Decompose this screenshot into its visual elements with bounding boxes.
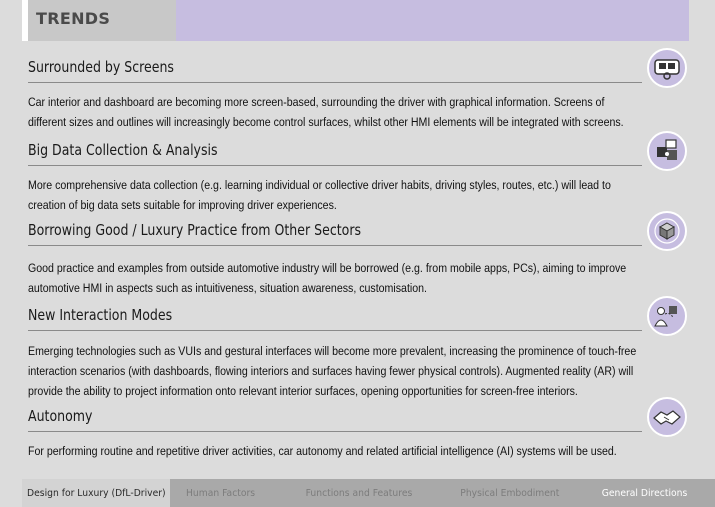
handshake-icon (647, 397, 687, 437)
footer-tab-physical-embodiment[interactable]: Physical Embodiment (460, 487, 560, 499)
section-text: Car interior and dashboard are becoming more screen-based, surrounding the driver with graphical information. Screens of different sizes and outlines will increasingly become control surfaces, whilst other HMI elements will be integrated with screens. (28, 95, 624, 129)
section-title: Borrowing Good / Luxury Practice from Other Sectors (28, 221, 362, 239)
section-title: Surrounded by Screens (28, 58, 174, 76)
trend-section-big-data (28, 141, 688, 212)
page-title: TRENDS (36, 9, 111, 28)
footer-tab-functions-features[interactable]: Functions and Features (305, 487, 413, 499)
trend-section-autonomy (28, 407, 688, 458)
section-divider (28, 330, 642, 331)
section-divider (28, 165, 642, 166)
section-divider (28, 431, 642, 432)
footer-nav (22, 479, 715, 507)
section-divider (28, 82, 642, 83)
puzzle-data-icon (647, 131, 687, 171)
section-title: New Interaction Modes (28, 306, 173, 324)
person-interaction-icon (647, 296, 687, 336)
section-text: Emerging technologies such as VUIs and gestural interfaces will become more prevalent, increasing the prominence of touch-free interaction scenarios (with dashboards, flowing interiors and surfaces having fewer physical controls). Augmented reality (AR) will provide the ability to project information onto relevant interior surfaces, opening opportunities for screen-free interiors. (28, 344, 637, 398)
section-title: Autonomy (28, 407, 93, 425)
footer-tab-design-for-luxury[interactable]: Design for Luxury (DfL-Driver) (22, 479, 170, 507)
trend-section-borrowing (28, 221, 688, 295)
cube-network-icon (647, 211, 687, 251)
section-text: More comprehensive data collection (e.g. learning individual or collective driver habits, driving styles, routes, etc.) will lead to creation of big data sets suitable for improving driver experiences. (28, 178, 611, 212)
section-text: Good practice and examples from outside automotive industry will be borrowed (e.g. from mobile apps, PCs), aiming to improve automotive HMI in aspects such as intuitiveness, situation awareness, customisation. (28, 261, 627, 295)
dashboard-screen-icon (647, 48, 687, 88)
section-title: Big Data Collection & Analysis (28, 141, 218, 159)
footer-tab-general-directions[interactable]: General Directions (601, 487, 688, 499)
trend-section-screens (28, 58, 688, 129)
section-text: For performing routine and repetitive driver activities, car autonomy and related artificial intelligence (AI) systems will be used. (28, 444, 617, 458)
header-banner (176, 0, 689, 41)
trend-section-interaction-modes (28, 306, 688, 398)
footer-tab-human-factors[interactable]: Human Factors (186, 487, 256, 499)
section-divider (28, 245, 642, 246)
